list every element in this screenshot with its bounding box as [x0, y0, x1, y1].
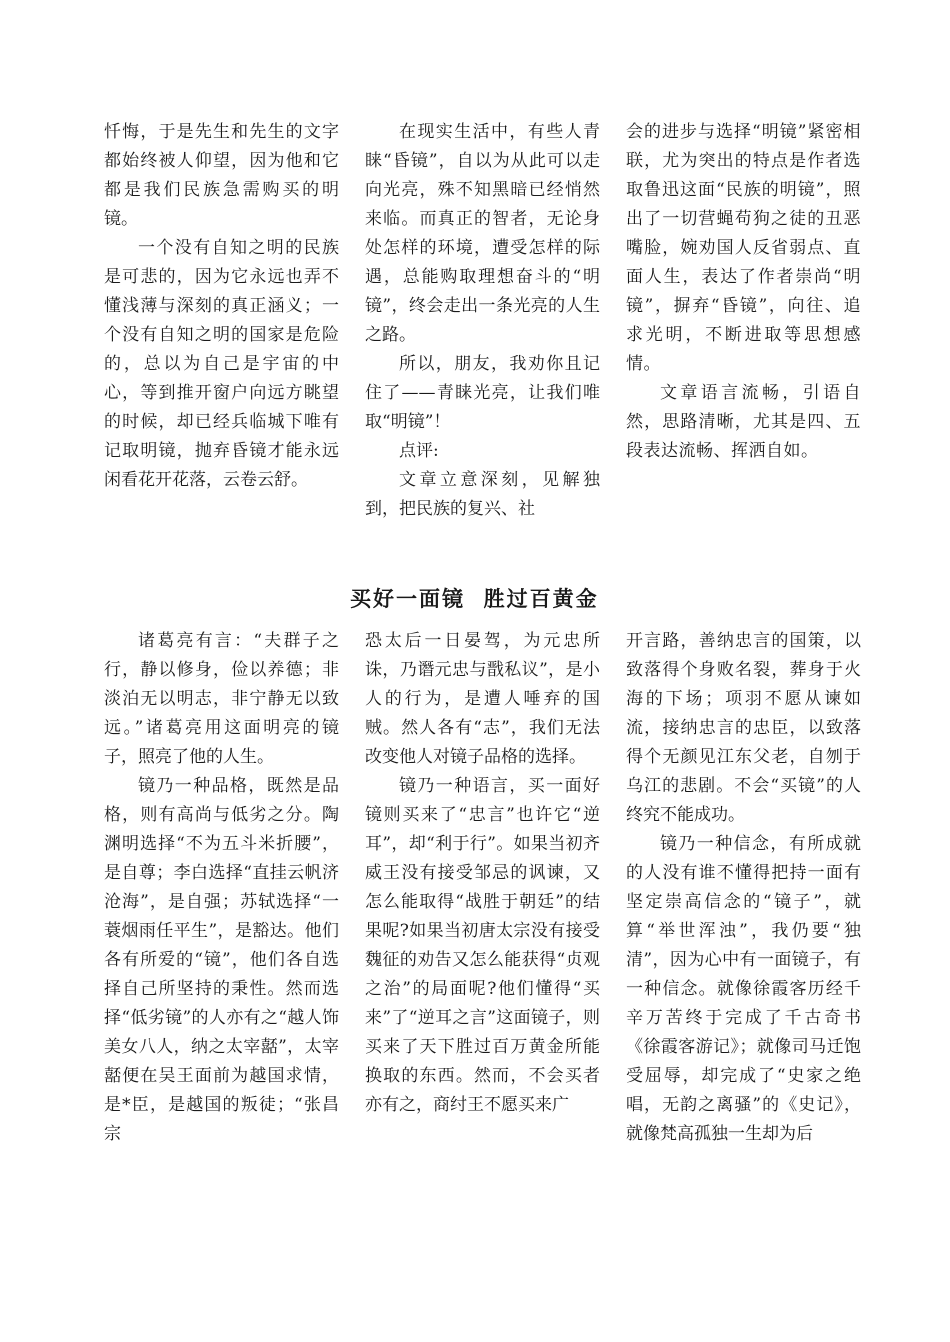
- top-column-3: [626, 118, 861, 466]
- paragraph: 一个没有自知之明的民族是可悲的，因为它永远也弄不懂浅薄与深刻的真正涵义；一个没有自知之明的国家是危险的，总以为自己是宇宙的中心，等到推开窗户向远方眺望的时候，却已经兵临城下唯有记取明镜，抛弃昏镜才能永远闲看花开花落，云卷云舒。: [104, 238, 339, 490]
- article-title: 买好一面镜 胜过百黄金: [350, 587, 599, 611]
- top-column-1: [104, 118, 339, 495]
- paragraph: 在现实生活中，有些人青睐“昏镜”，自以为从此可以走向光亮，殊不知黑暗已经悄然来临。而真正的智者，无论身处怎样的环境，遭受怎样的际遇，总能购取理想奋斗的“明镜”，终会走出一条光亮的人生之路。: [365, 122, 600, 345]
- bottom-column-2: [365, 627, 600, 1120]
- paragraph: 忏悔，于是先生和先生的文字都始终被人仰望，因为他和它都是我们民族急需购买的明镜。: [104, 122, 339, 229]
- top-column-2: [365, 118, 600, 524]
- bottom-column-3: [626, 627, 861, 1149]
- comment-paragraph: 文章立意深刻，见解独到，把民族的复兴、社: [365, 470, 600, 519]
- paragraph: 镜乃一种信念，有所成就的人没有谁不懂得把持一面有坚定崇高信念的“镜子”，就算“举世浑浊”，我仍要“独清”，因为心中有一面镜子，有一种信念。就像徐霞客历经千辛万苦终于完成了千古奇书《徐霞客游记》；就像司马迁饱受屈辱，却完成了“史家之绝唱，无韵之离骚”的《史记》，就像梵高孤独一生却为后: [626, 834, 861, 1144]
- paragraph: 诸葛亮有言：“夫群子之行，静以修身，俭以养德；非淡泊无以明志，非宁静无以致远。”诸葛亮用这面明亮的镜子，照亮了他的人生。: [104, 631, 339, 767]
- paragraph: 恐太后一日晏驾，为元忠所诛，乃谮元忠与戬私议”，是小人的行为，是遭人唾弃的国贼。然人各有“志”，我们无法改变他人对镜子品格的选择。: [365, 631, 600, 767]
- paragraph: 镜乃一种品格，既然是品格，则有高尚与低劣之分。陶渊明选择“不为五斗米折腰”，是自尊；李白选择“直挂云帆济沧海”，是自强；苏轼选择“一蓑烟雨任平生”，是豁达。他们各有所爱的“镜”，他们各自选择自己所坚持的秉性。然而选择“低劣镜”的人亦有之“越人饰美女八人，纳之太宰嚭”，太宰嚭便在吴王面前为越国求情，是*臣，是越国的叛徒；“张昌宗: [104, 776, 339, 1144]
- comment-paragraph: 文章语言流畅，引语自然，思路清晰，尤其是四、五段表达流畅、挥洒自如。: [626, 383, 861, 461]
- paragraph: 镜乃一种语言，买一面好镜则买来了“忠言”也许它“逆耳”，却“利于行”。如果当初齐威王没有接受邹忌的讽谏，又怎么能取得“战胜于朝廷”的结果呢?如果当初唐太宗没有接受魏征的劝告又怎么能获得“贞观之治”的局面呢?他们懂得“买来”了“逆耳之言”这面镜子，则买来了天下胜过百万黄金所能换取的东西。然而，不会买者亦有之，商纣王不愿买来广: [365, 776, 600, 1115]
- comment-paragraph: 会的进步与选择“明镜”紧密相联，尤为突出的特点是作者选取鲁迅这面“民族的明镜”，照出了一切营蝇苟狗之徒的丑恶嘴脸，婉劝国人反省弱点、直面人生，表达了作者崇尚“明镜”，摒弃“昏镜”，向往、追求光明，不断进取等思想感情。: [626, 122, 861, 374]
- paragraph: 所以，朋友，我劝你且记住了——青睐光亮，让我们唯取“明镜”！: [365, 354, 600, 432]
- bottom-column-1: [104, 627, 339, 1149]
- paragraph: 开言路，善纳忠言的国策，以致落得个身败名裂，葬身于火海的下场；项羽不愿从谏如流，接纳忠言的忠臣，以致落得个无颜见江东父老，自刎于乌江的悲剧。不会“买镜”的人终究不能成功。: [626, 631, 861, 825]
- comment-label: 点评:: [399, 441, 439, 461]
